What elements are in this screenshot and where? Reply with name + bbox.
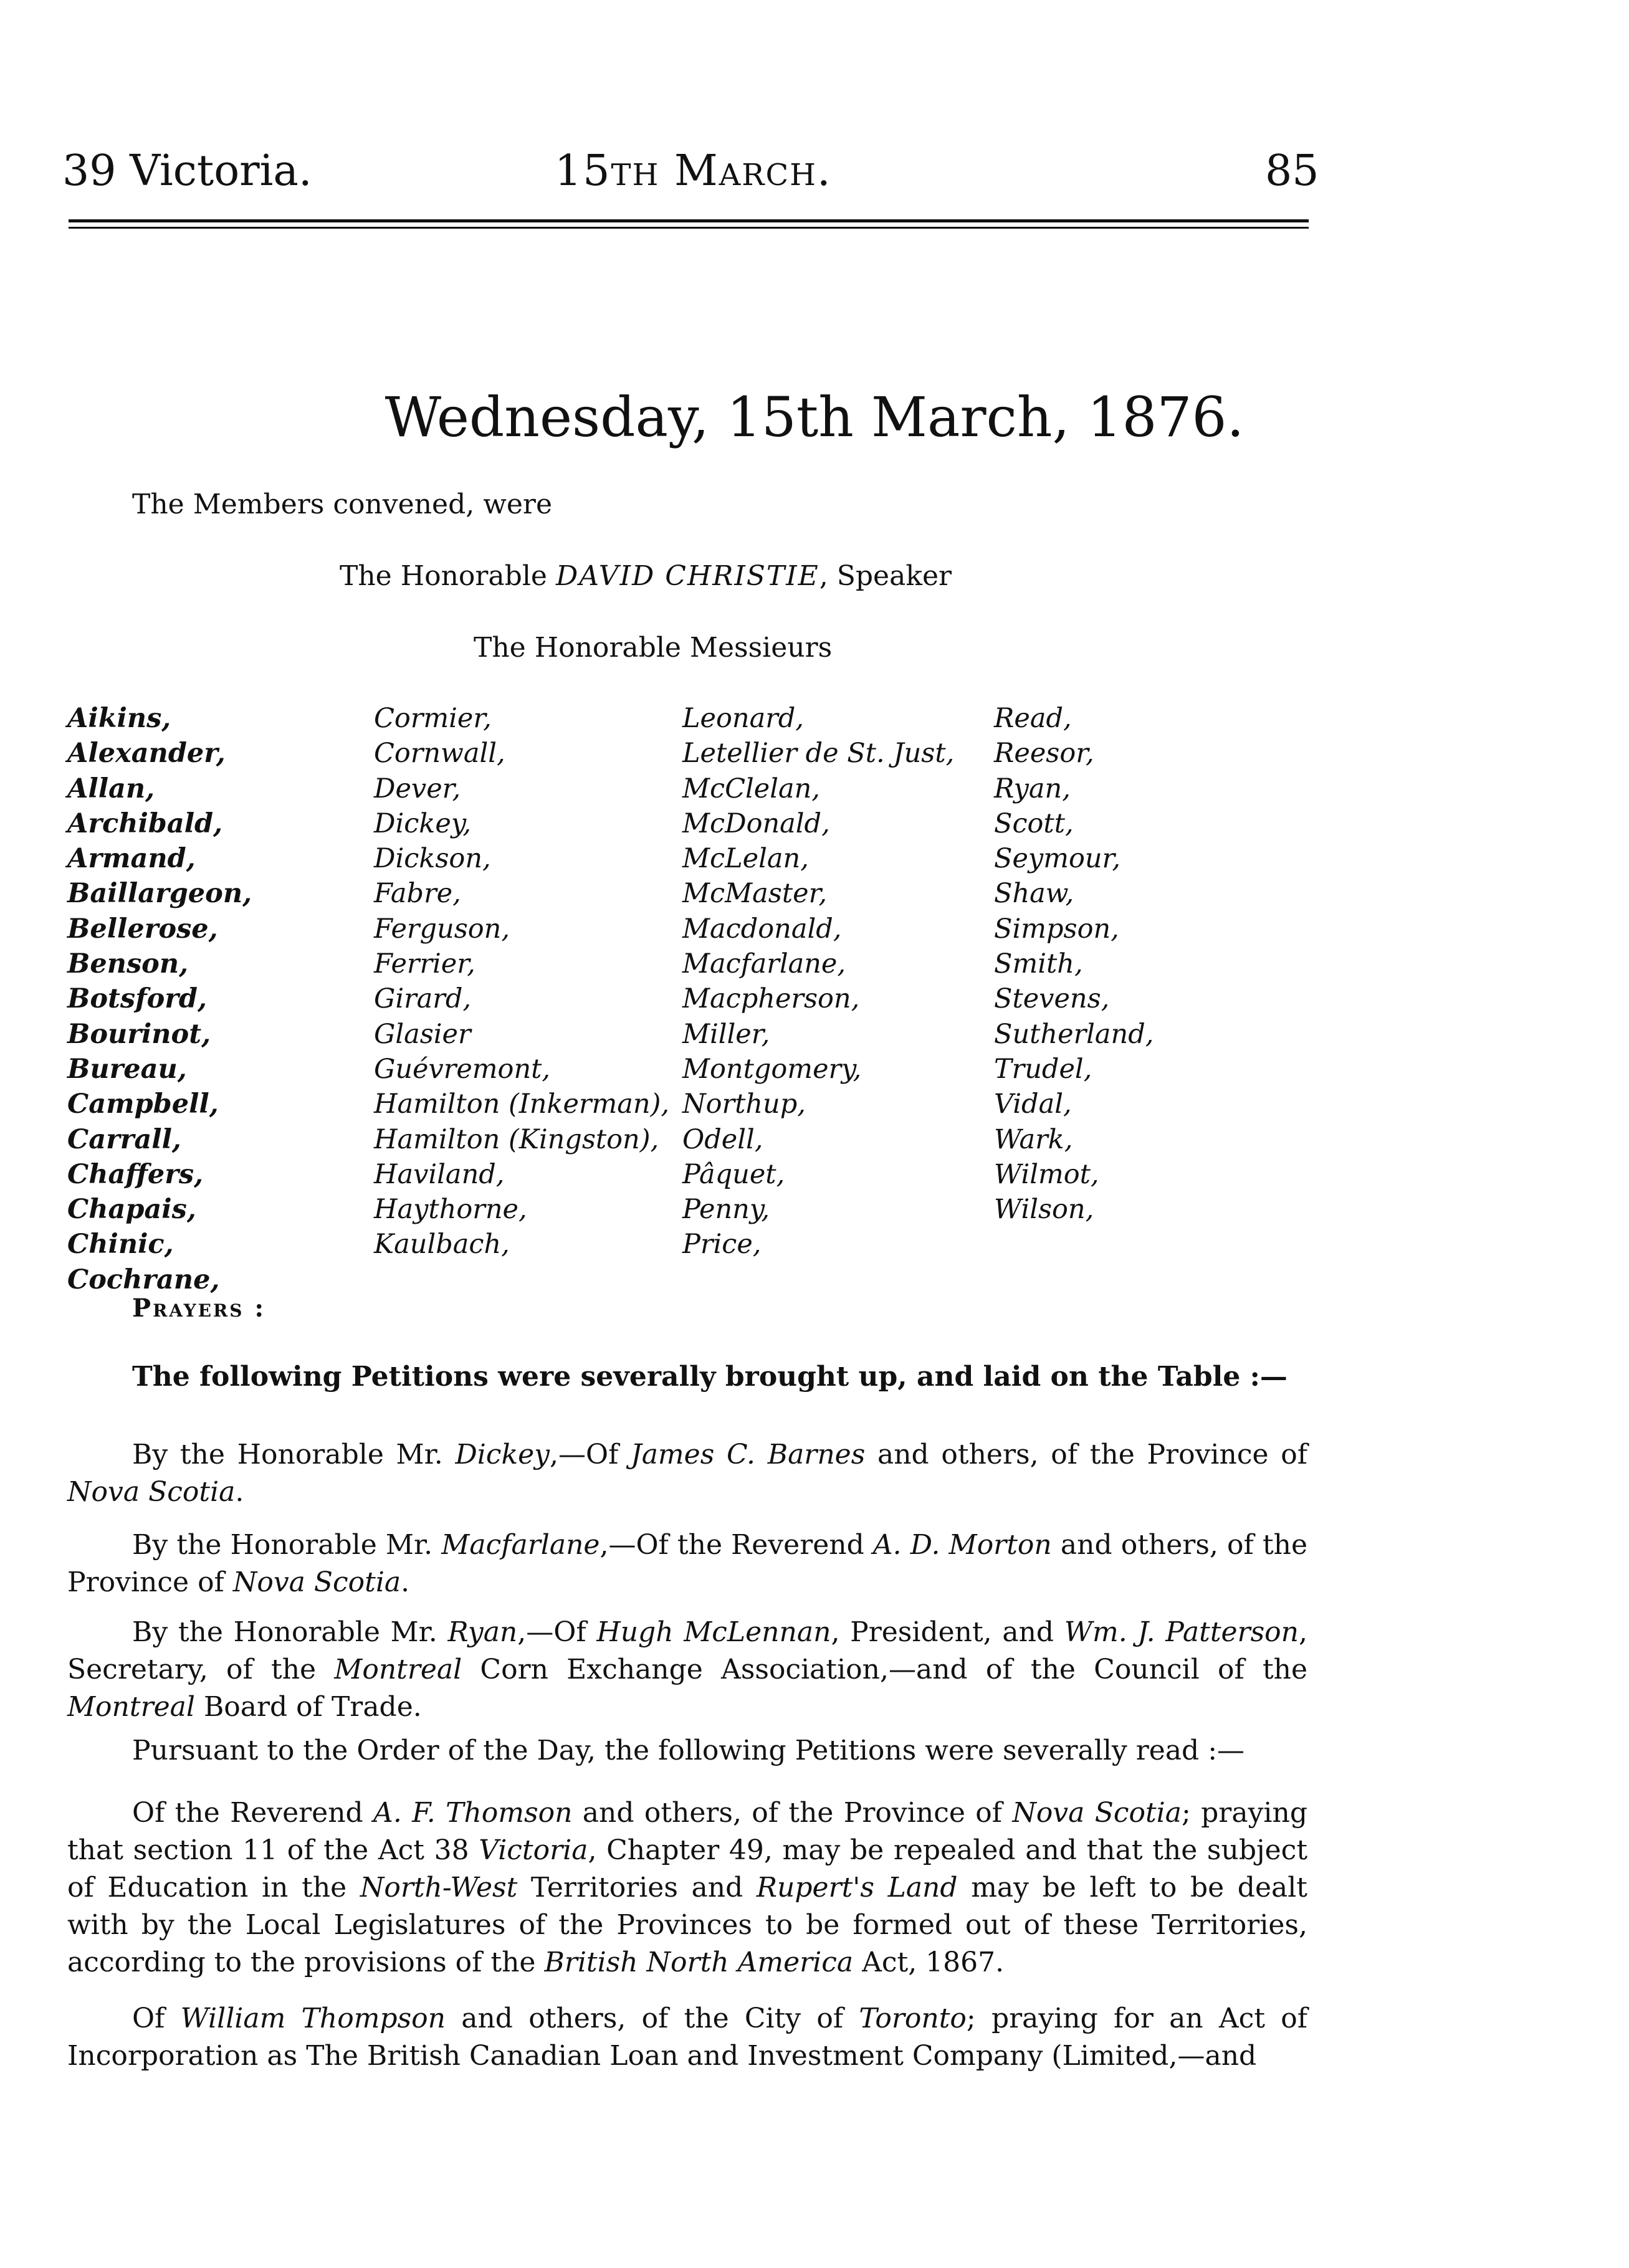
prayers-heading: Prayers :	[132, 1294, 266, 1323]
member-name: Alexander,	[67, 738, 226, 770]
text-run: ,—Of the Reverend	[600, 1529, 873, 1561]
member-name: Macfarlane,	[682, 948, 846, 980]
member-name: Armand,	[67, 843, 196, 875]
text-run: Territories and	[517, 1872, 757, 1904]
member-name: Ferrier,	[374, 948, 475, 980]
member-name: Haythorne,	[374, 1194, 527, 1226]
text-run: Corn Exchange Association,—and of the Council of the	[462, 1654, 1307, 1685]
member-name: Odell,	[682, 1123, 763, 1155]
petition-paragraph	[67, 1614, 1307, 1726]
member-name: Haviland,	[374, 1158, 505, 1190]
member-name: Penny,	[682, 1194, 770, 1226]
speaker-name: DAVID CHRISTIE	[555, 560, 819, 592]
member-name: Botsford,	[67, 983, 207, 1015]
place-name: Nova Scotia	[232, 1566, 401, 1598]
text-run: By the Honorable Mr.	[132, 1616, 448, 1648]
members-column-4	[994, 701, 1154, 1227]
member-name: Smith,	[994, 948, 1083, 980]
members-column-2	[374, 701, 669, 1262]
member-name: Seymour,	[994, 843, 1121, 875]
text-run: and others, of the City of	[446, 2003, 859, 2034]
member-name: Dickson,	[374, 843, 491, 875]
member-name: Northup,	[682, 1089, 806, 1120]
page-number: 85	[1265, 146, 1319, 196]
member-ref: Ryan	[447, 1616, 518, 1648]
member-name: Macpherson,	[682, 983, 860, 1015]
member-name: Cochrane,	[67, 1264, 220, 1295]
member-name: Guévremont,	[374, 1053, 551, 1085]
member-name: Wilson,	[994, 1194, 1094, 1226]
sitting-date-heading: Wednesday, 15th March, 1876.	[385, 385, 1244, 449]
text-run: Of	[132, 2003, 181, 2034]
member-name: Reesor,	[994, 738, 1094, 770]
member-name: Chaffers,	[67, 1158, 204, 1190]
petition-text	[67, 1614, 1307, 1726]
member-name: Baillargeon,	[67, 878, 252, 910]
petitioner-name: William Thompson	[180, 2003, 446, 2034]
text-run: , Chapter 49, may be repealed and that the subject of Education in the	[67, 1834, 1308, 1904]
member-name: Stevens,	[994, 983, 1110, 1015]
member-name: Wilmot,	[994, 1158, 1099, 1190]
act-reference: Victoria	[479, 1834, 588, 1866]
speaker-suffix: , Speaker	[819, 560, 952, 592]
member-name: Letellier de St. Just,	[682, 738, 955, 770]
petitioner-name: James C. Barnes	[631, 1439, 866, 1470]
member-name: Price,	[682, 1229, 762, 1260]
member-name: Leonard,	[682, 703, 804, 734]
text-run: Of the Reverend	[132, 1797, 374, 1829]
member-name: Scott,	[994, 808, 1074, 839]
text-run: , President, and	[831, 1616, 1064, 1648]
petitions-intro: The following Petitions were severally brought up, and laid on the Table :—	[132, 1361, 1287, 1393]
member-name: McClelan,	[682, 773, 820, 804]
member-name: Shaw,	[994, 878, 1074, 910]
members-list	[0, 701, 1629, 1295]
member-name: Allan,	[67, 773, 155, 804]
petition-text	[67, 1794, 1307, 1981]
member-name: Trudel,	[994, 1053, 1092, 1085]
member-name: McMaster,	[682, 878, 828, 910]
member-name: Benson,	[67, 948, 189, 980]
place-name: Toronto	[859, 2003, 967, 2034]
text-run: Board of Trade.	[194, 1691, 422, 1723]
place-name: Montreal	[334, 1654, 462, 1685]
member-name: McDonald,	[682, 808, 830, 839]
petition-paragraph	[67, 1527, 1307, 1601]
read-petition-paragraph	[67, 1794, 1307, 1981]
member-name: Bellerose,	[67, 913, 218, 945]
text-run: and others, of the Province of	[67, 1529, 1307, 1598]
petitioner-name: Wm. J. Patterson	[1064, 1616, 1299, 1648]
petition-paragraph	[67, 1436, 1307, 1511]
header-rule	[69, 219, 1309, 222]
member-name: Pâquet,	[682, 1158, 785, 1190]
text-run: By the Honorable Mr.	[132, 1529, 442, 1561]
read-petition-paragraph	[67, 2000, 1307, 2075]
member-name: Vidal,	[994, 1089, 1072, 1120]
petitioner-name: A. F. Thomson	[373, 1797, 573, 1829]
place-name: Nova Scotia	[67, 1476, 236, 1508]
member-name: McLelan,	[682, 843, 809, 875]
text-run: .	[235, 1476, 244, 1508]
member-name: Cornwall,	[374, 738, 505, 770]
member-name: Miller,	[682, 1018, 770, 1050]
member-name: Chapais,	[67, 1194, 196, 1226]
member-ref: Dickey	[455, 1439, 550, 1470]
header-rule-thin	[69, 227, 1309, 229]
member-name: Bureau,	[67, 1053, 187, 1085]
petition-text	[67, 1436, 1307, 1511]
member-name: Ryan,	[994, 773, 1071, 804]
members-column-3	[682, 701, 954, 1262]
text-run: ; praying for an Act of Incorporation as The British Canadian Loan and Investment Company (Limited,—and	[67, 2003, 1308, 2072]
member-name: Sutherland,	[994, 1018, 1154, 1050]
member-name: Bourinot,	[67, 1018, 211, 1050]
place-name: North-West	[360, 1872, 518, 1904]
text-run: and others, of the Province of	[572, 1797, 1013, 1829]
member-name: Aikins,	[67, 703, 171, 734]
text-run: .	[401, 1566, 410, 1598]
order-of-day-intro: Pursuant to the Order of the Day, the following Petitions were severally read :—	[132, 1735, 1245, 1766]
member-name: Campbell,	[67, 1089, 219, 1120]
petitioner-name: A. D. Morton	[872, 1529, 1052, 1561]
member-name: Hamilton (Kingston),	[374, 1123, 659, 1155]
member-name: Read,	[994, 703, 1072, 734]
member-name: Fabre,	[374, 878, 461, 910]
member-name: Kaulbach,	[374, 1229, 510, 1260]
place-name: Rupert's Land	[756, 1872, 958, 1904]
text-run: By the Honorable Mr.	[132, 1439, 456, 1470]
text-run: ,—Of	[550, 1439, 631, 1470]
place-name: Montreal	[67, 1691, 195, 1723]
petition-text	[67, 1527, 1307, 1601]
member-name: Wark,	[994, 1123, 1073, 1155]
text-run: , Secretary, of the	[67, 1616, 1307, 1685]
text-run: Act, 1867.	[853, 1946, 1005, 1978]
petitioner-name: Hugh McLennan	[596, 1616, 831, 1648]
speaker-line	[340, 558, 952, 595]
act-reference: British North America	[544, 1946, 854, 1978]
text-run: ; praying that section 11 of the Act 38	[67, 1797, 1308, 1866]
member-name: Archibald,	[67, 808, 223, 839]
member-name: Hamilton (Inkerman),	[374, 1089, 670, 1120]
running-head-date: 15th March.	[555, 146, 832, 196]
member-name: Simpson,	[994, 913, 1119, 945]
member-name: Cormier,	[374, 703, 492, 734]
speaker-prefix: The Honorable	[340, 560, 556, 592]
messieurs-line: The Honorable Messieurs	[474, 632, 833, 664]
member-name: Girard,	[374, 983, 472, 1015]
member-name: Macdonald,	[682, 913, 842, 945]
member-name: Dever,	[374, 773, 461, 804]
member-name: Ferguson,	[374, 913, 510, 945]
member-name: Carrall,	[67, 1123, 181, 1155]
member-name: Montgomery,	[682, 1053, 862, 1085]
member-name: Dickey,	[374, 808, 472, 839]
member-name: Glasier	[374, 1018, 471, 1050]
member-ref: Macfarlane	[441, 1529, 600, 1561]
running-head-regnal-year: 39 Victoria.	[62, 146, 312, 196]
petition-text	[67, 2000, 1307, 2075]
members-convened-line: The Members convened, were	[132, 488, 552, 520]
text-run: may be left to be dealt with by the Local Legislatures of the Provinces to be formed out of these Territories, according to the provisions of the	[67, 1872, 1307, 1978]
text-run: ,—Of	[517, 1616, 597, 1648]
text-run: and others, of the Province of	[865, 1439, 1307, 1470]
member-name: Chinic,	[67, 1229, 174, 1260]
members-column-1	[67, 701, 252, 1297]
place-name: Nova Scotia	[1012, 1797, 1182, 1829]
